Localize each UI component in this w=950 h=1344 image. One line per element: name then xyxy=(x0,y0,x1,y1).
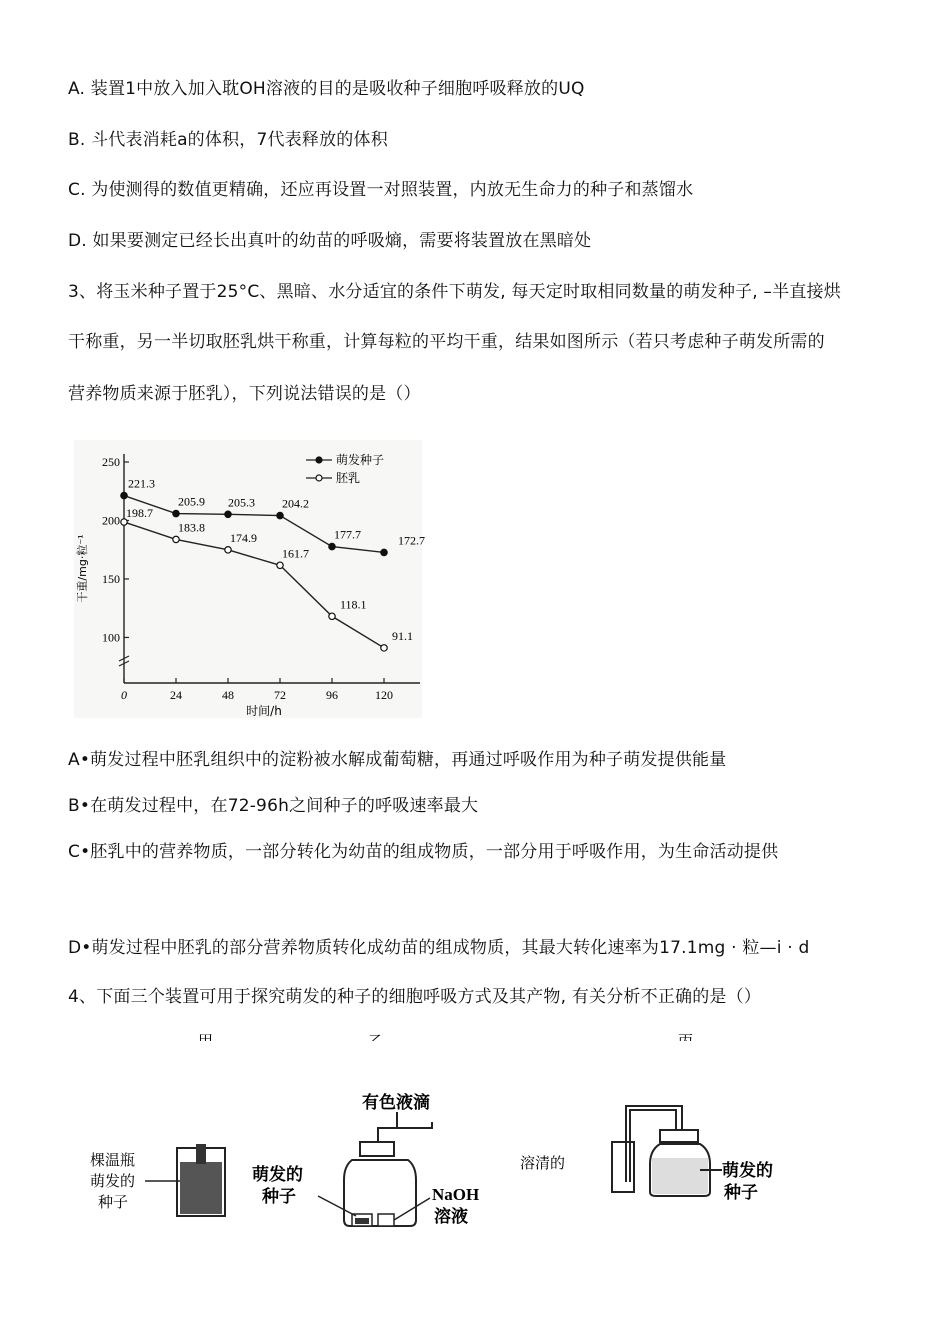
legend-marker-1 xyxy=(316,475,322,481)
series-1-point xyxy=(173,536,179,542)
series-0-data-label: 205.3 xyxy=(228,495,255,510)
x-tick-label: 72 xyxy=(274,688,286,702)
series-1-point xyxy=(381,645,387,651)
y-tick-label: 150 xyxy=(102,571,120,586)
series-0-point xyxy=(381,549,387,555)
q2-option-c: C. 为使测得的数值更精确，还应再设置一对照装置，内放无生命力的种子和蒸馏水 xyxy=(68,180,694,200)
series-0-data-label: 177.7 xyxy=(334,527,361,542)
legend-marker-0 xyxy=(316,457,322,463)
q3-option-c: C•胚乳中的营养物质，一部分转化为幼苗的组成物质，一部分用于呼吸作用，为生命活动提供 xyxy=(68,842,779,862)
q4-stem: 4、下面三个装置可用于探究萌发的种子的细胞呼吸方式及其产物, 有关分析不正确的是（） xyxy=(68,987,762,1007)
q3-option-b: B•在萌发过程中，在72-96h之间种子的呼吸速率最大 xyxy=(68,796,479,816)
series-0-point xyxy=(329,543,335,549)
chart-svg xyxy=(74,440,425,718)
series-0-data-label: 204.2 xyxy=(282,496,309,511)
q3-stem-line-1: 3、将玉米种子置于25°C、黑暗、水分适宜的条件下萌发, 每天定时取相同数量的萌发种子, –半直接烘 xyxy=(68,282,841,302)
legend-label-1: 胚乳 xyxy=(336,471,361,485)
dry-weight-chart xyxy=(74,440,425,718)
series-0-point xyxy=(173,510,179,516)
y-tick-label: 250 xyxy=(102,455,120,469)
series-1-data-label: 161.7 xyxy=(282,546,309,561)
x-tick-label: 120 xyxy=(375,688,393,702)
series-1-data-label: 183.8 xyxy=(178,520,205,535)
jia-label-line-1: 棵温瓶 xyxy=(90,1151,136,1169)
x-tick-label: 48 xyxy=(222,688,234,702)
x-tick-label: 24 xyxy=(170,688,182,702)
q3-stem-line-2: 干称重，另一半切取胚乳烘干称重，计算每粒的平均干重，结果如图所示（若只考虑种子萌发所需的 xyxy=(68,332,825,352)
x-tick-label: 96 xyxy=(326,688,338,702)
thermos-seeds xyxy=(180,1162,222,1214)
series-0-point xyxy=(225,511,231,517)
q2-option-b: B. 斗代表消耗a的体积，7代表释放的体积 xyxy=(68,130,388,150)
series-1-point xyxy=(277,562,283,568)
yi-naoh-line-2: 溶液 xyxy=(434,1207,468,1227)
series-1-data-label: 198.7 xyxy=(126,506,153,521)
q2-option-a: A. 装置1中放入加入耽OH溶液的目的是吸收种子细胞呼吸释放的UQ xyxy=(68,79,585,99)
y-tick-label: 100 xyxy=(102,630,120,645)
series-0-data-label: 205.9 xyxy=(178,494,205,509)
x-axis-label: 时间/h xyxy=(246,704,282,718)
y-tick-label: 200 xyxy=(102,513,120,528)
q3-option-a: A•萌发过程中胚乳组织中的淀粉被水解成葡萄糖，再通过呼吸作用为种子萌发提供能量 xyxy=(68,750,727,770)
yi-seed-line-1: 萌发的 xyxy=(252,1165,303,1185)
series-1-data-label: 174.9 xyxy=(230,530,257,545)
yi-naoh-line-1: NaOH xyxy=(432,1185,480,1204)
jia-label-line-3: 种子 xyxy=(98,1193,129,1211)
series-0-data-label: 172.7 xyxy=(398,533,425,548)
thermos-stopper xyxy=(196,1144,206,1164)
q3-option-d: D•萌发过程中胚乳的部分营养物质转化成幼苗的组成物质，其最大转化速率为17.1mg · 粒—i · d xyxy=(68,938,810,958)
series-1-point xyxy=(329,613,335,619)
legend-label-0: 萌发种子 xyxy=(336,453,385,467)
bing-left-label: 溶清的 xyxy=(520,1154,566,1172)
jia-label-line-2: 萌发的 xyxy=(90,1172,136,1190)
yi-seed-line-2: 种子 xyxy=(262,1187,296,1207)
q3-stem-line-3: 营养物质来源于胚乳），下列说法错误的是（） xyxy=(68,384,421,404)
x-tick-label: 0 xyxy=(121,688,127,702)
apparatus-svg xyxy=(0,1030,950,1260)
q2-option-d: D. 如果要测定已经长出真叶的幼苗的呼吸熵，需要将装置放在黑暗处 xyxy=(68,231,592,251)
bing-seed-line-2: 种子 xyxy=(724,1183,758,1203)
series-1-data-label: 91.1 xyxy=(392,628,413,643)
series-0-point xyxy=(121,492,127,498)
series-1-data-label: 118.1 xyxy=(340,597,367,612)
y-axis-label: 干重/mg·粒⁻¹ xyxy=(76,534,89,603)
yi-label-top: 有色液滴 xyxy=(362,1093,430,1113)
series-0-data-label: 221.3 xyxy=(128,476,155,491)
apparatus-figure xyxy=(0,1030,950,1260)
bing-seed-line-1: 萌发的 xyxy=(722,1161,773,1181)
series-1-point xyxy=(225,547,231,553)
series-0-point xyxy=(277,512,283,518)
